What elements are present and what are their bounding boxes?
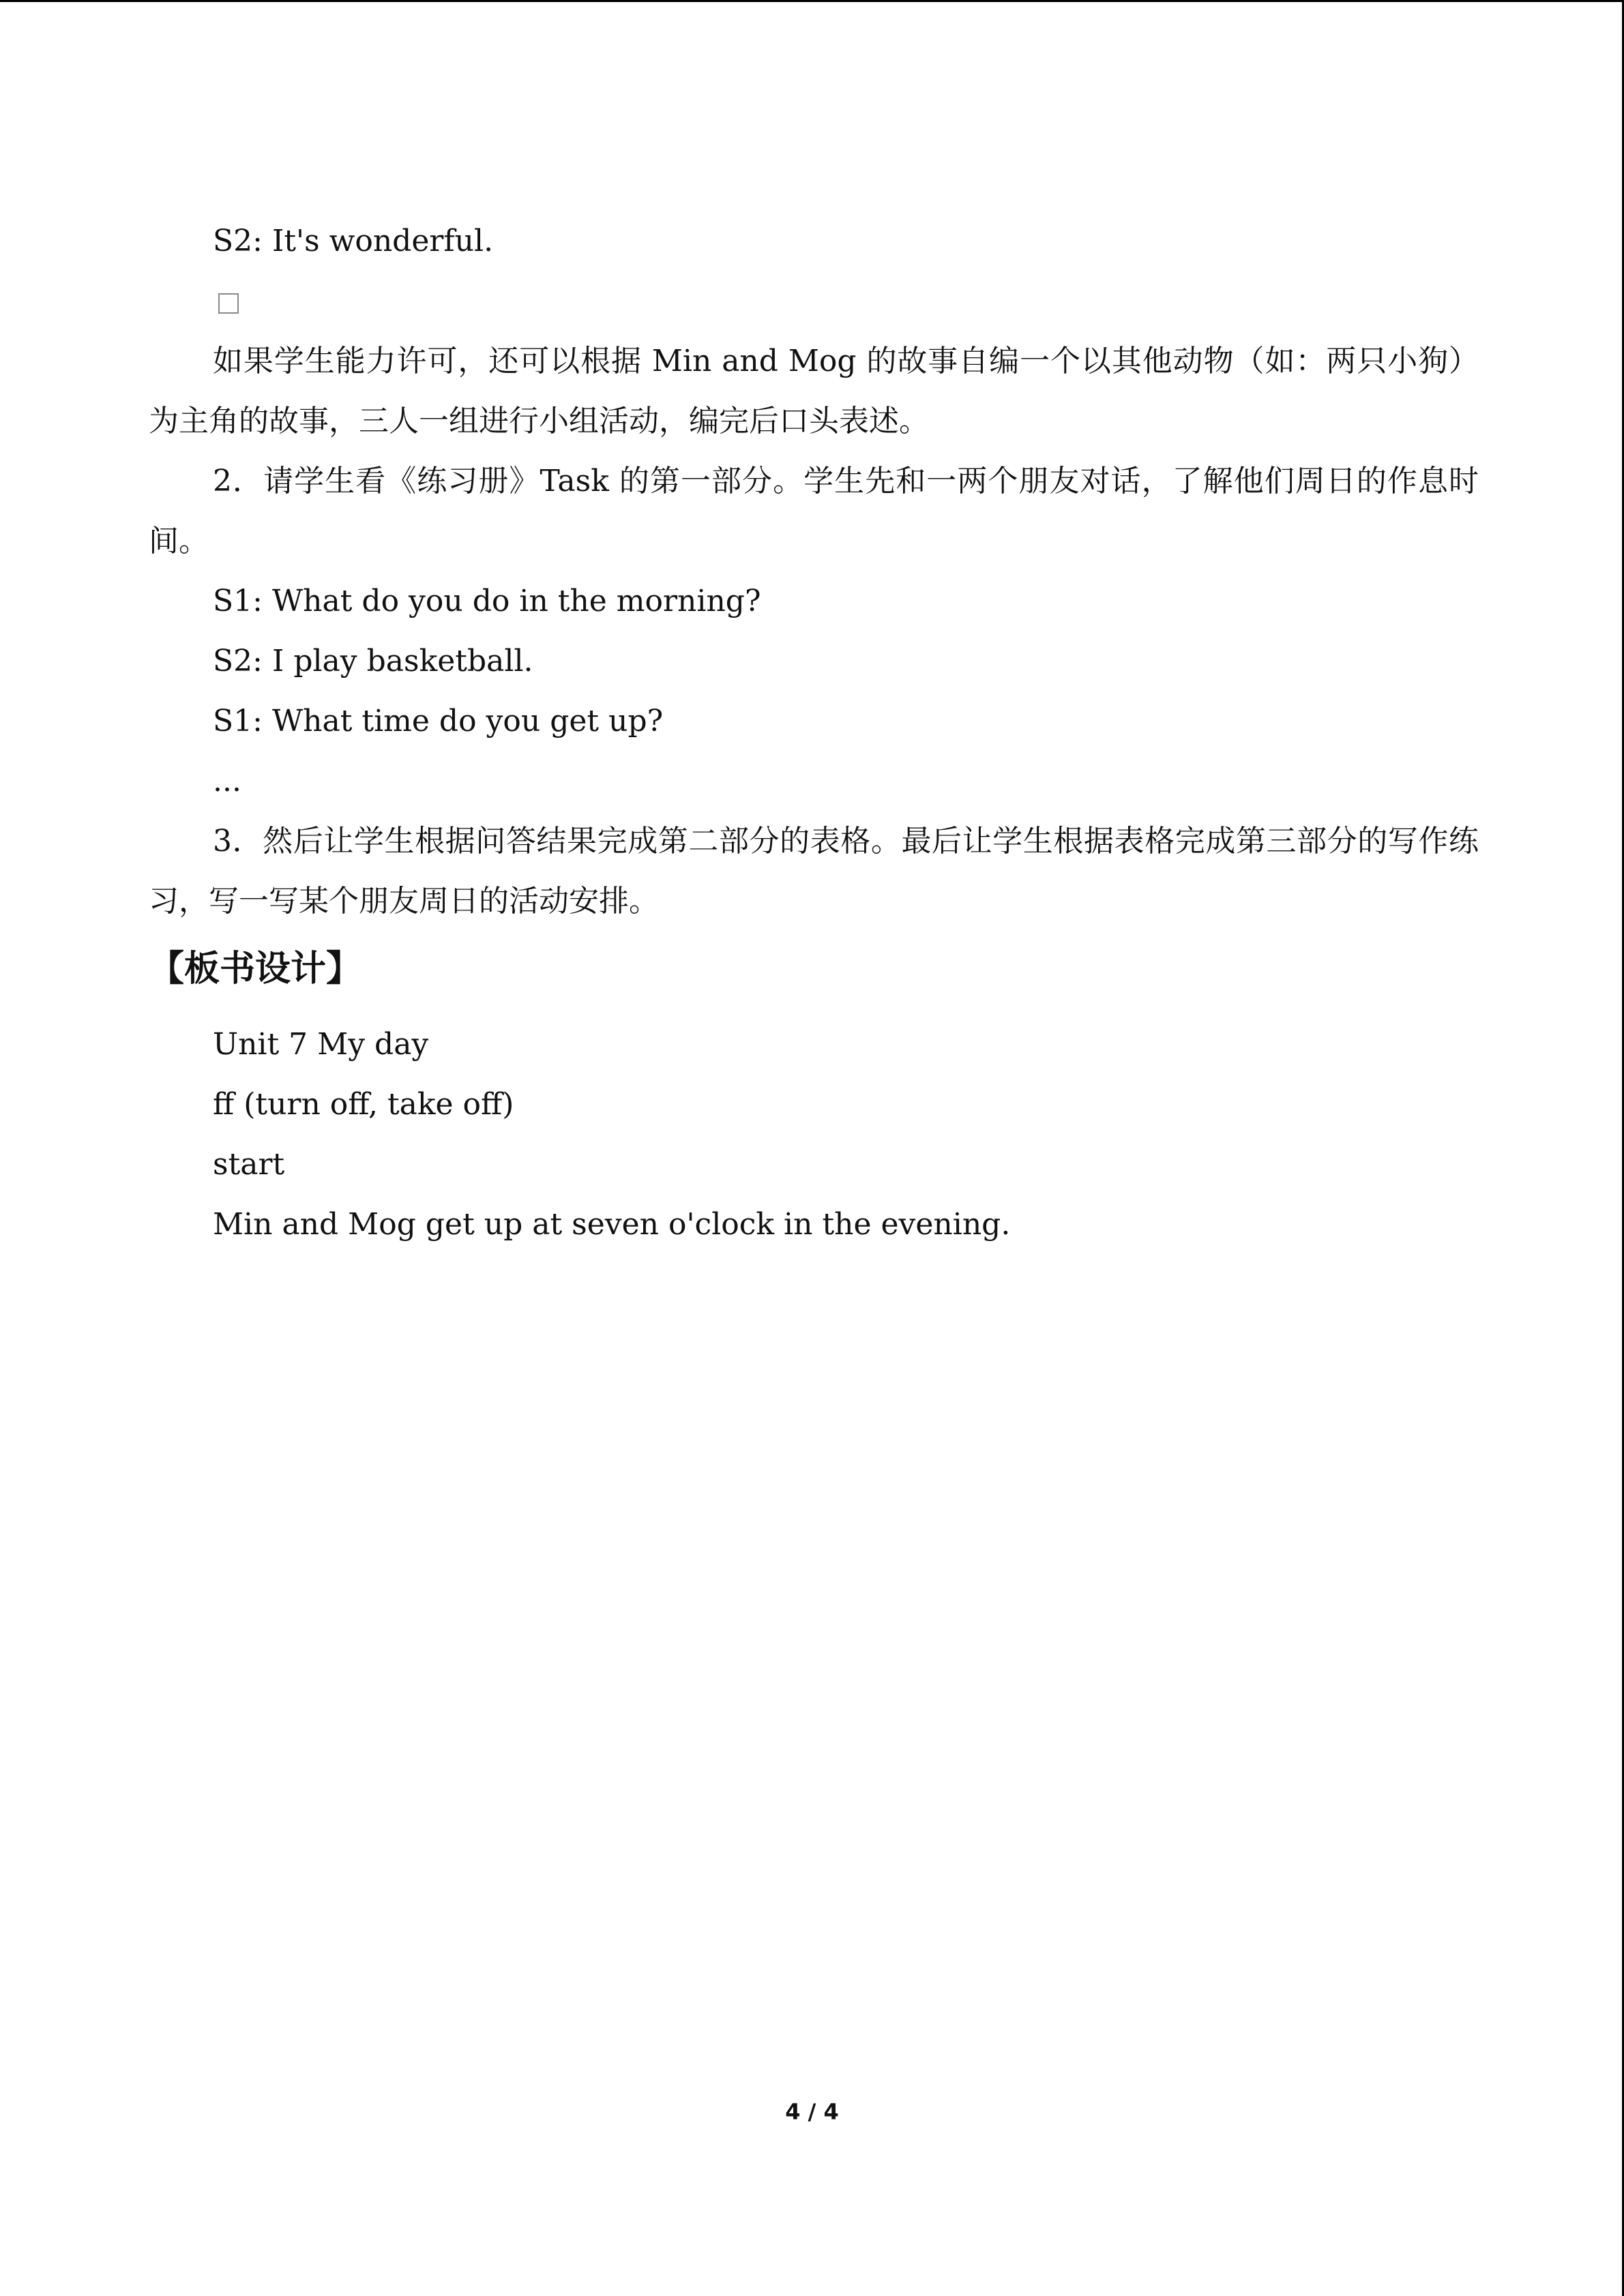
board-line: Min and Mog get up at seven o'clock in the evening.: [213, 1207, 1011, 1242]
dialogue-line: S1: What time do you get up?: [213, 704, 664, 739]
top-border: [0, 0, 1624, 2]
dialogue-line: S2: I play basketball.: [213, 644, 533, 679]
board-line: ff (turn off, take off): [213, 1087, 514, 1122]
section-heading: 【板书设计】: [149, 949, 362, 989]
extension-paragraph: 如果学生能力许可，还可以根据 Min and Mog 的故事自编一个以其他动物（如：两只小狗）为主角的故事，三人一组进行小组活动，编完后口头表述。: [149, 344, 1479, 438]
checkbox-row: [149, 271, 1479, 331]
dialogue-line: S1: What do you do in the morning?: [213, 584, 761, 618]
dialogue-line: ...: [213, 764, 241, 799]
page-number: 4 / 4: [785, 2099, 839, 2125]
step3-paragraph: 3．然后让学生根据问答结果完成第二部分的表格。最后让学生根据表格完成第三部分的写作练习，写一写某个朋友周日的活动安排。: [149, 824, 1479, 919]
dialogue-line: S2: It's wonderful.: [213, 224, 494, 258]
board-design: [149, 1015, 1479, 1255]
board-line: start: [213, 1147, 285, 1182]
board-line: Unit 7 My day: [213, 1027, 429, 1062]
document-page: [149, 211, 1479, 1255]
step2-paragraph: 2．请学生看《练习册》Task 的第一部分。学生先和一两个朋友对话，了解他们周日的作息时间。: [149, 464, 1479, 558]
checkbox-icon[interactable]: [218, 293, 239, 314]
